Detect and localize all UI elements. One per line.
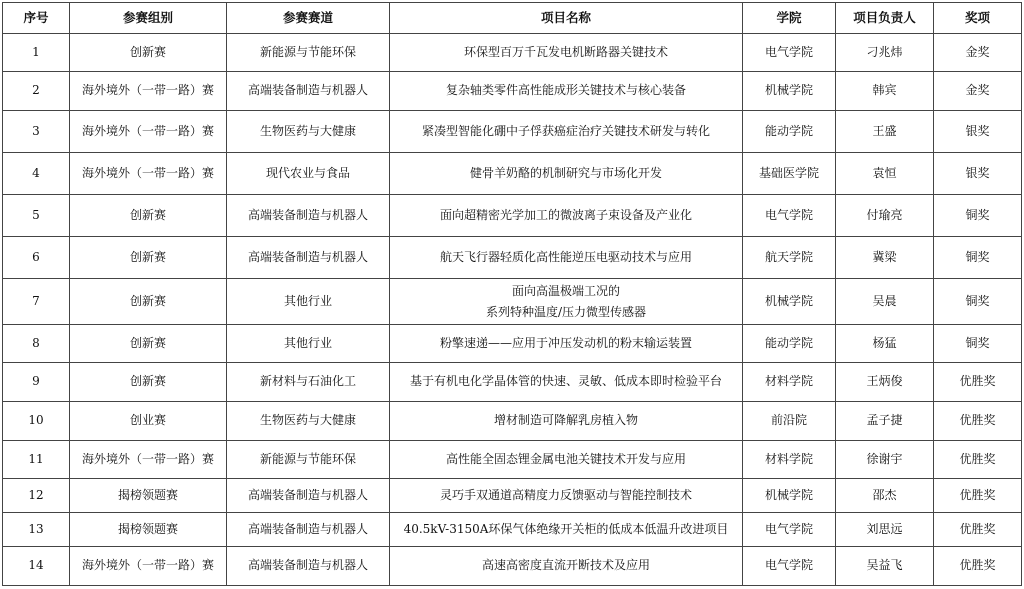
cell-track: 生物医药与大健康 bbox=[227, 402, 390, 441]
cell-track: 高端装备制造与机器人 bbox=[227, 547, 390, 586]
cell-project: 面向超精密光学加工的微波离子束设备及产业化 bbox=[390, 195, 743, 237]
cell-college: 基础医学院 bbox=[743, 153, 836, 195]
cell-leader: 王盛 bbox=[836, 111, 934, 153]
cell-group: 海外境外（一带一路）赛 bbox=[70, 547, 227, 586]
column-header-group: 参赛组别 bbox=[70, 3, 227, 34]
cell-no: 12 bbox=[3, 479, 70, 513]
cell-project: 健骨羊奶酪的机制研究与市场化开发 bbox=[390, 153, 743, 195]
cell-college: 电气学院 bbox=[743, 513, 836, 547]
cell-no: 9 bbox=[3, 363, 70, 402]
table-header-row bbox=[3, 3, 1022, 34]
cell-group: 创新赛 bbox=[70, 279, 227, 325]
table-row bbox=[3, 72, 1022, 111]
cell-project: 基于有机电化学晶体管的快速、灵敏、低成本即时检验平台 bbox=[390, 363, 743, 402]
table-row bbox=[3, 153, 1022, 195]
cell-track: 生物医药与大健康 bbox=[227, 111, 390, 153]
table-row bbox=[3, 195, 1022, 237]
cell-leader: 吴晨 bbox=[836, 279, 934, 325]
cell-project: 高性能全固态锂金属电池关键技术开发与应用 bbox=[390, 441, 743, 479]
cell-award: 银奖 bbox=[934, 153, 1022, 195]
cell-track: 新能源与节能环保 bbox=[227, 34, 390, 72]
cell-award: 铜奖 bbox=[934, 237, 1022, 279]
cell-leader: 杨猛 bbox=[836, 325, 934, 363]
cell-leader: 徐谢宇 bbox=[836, 441, 934, 479]
cell-track: 高端装备制造与机器人 bbox=[227, 513, 390, 547]
cell-project-line: 面向高温极端工况的 bbox=[511, 283, 620, 298]
cell-college: 机械学院 bbox=[743, 279, 836, 325]
cell-leader: 吴益飞 bbox=[836, 547, 934, 586]
cell-project: 高速高密度直流开断技术及应用 bbox=[390, 547, 743, 586]
cell-group: 海外境外（一带一路）赛 bbox=[70, 111, 227, 153]
cell-no: 5 bbox=[3, 195, 70, 237]
table-row bbox=[3, 547, 1022, 586]
cell-college: 机械学院 bbox=[743, 479, 836, 513]
table-row bbox=[3, 441, 1022, 479]
cell-college: 能动学院 bbox=[743, 325, 836, 363]
cell-track: 其他行业 bbox=[227, 279, 390, 325]
cell-project: 复杂轴类零件高性能成形关键技术与核心装备 bbox=[390, 72, 743, 111]
cell-project: 增材制造可降解乳房植入物 bbox=[390, 402, 743, 441]
cell-track: 高端装备制造与机器人 bbox=[227, 479, 390, 513]
cell-group: 海外境外（一带一路）赛 bbox=[70, 153, 227, 195]
cell-leader: 刁兆炜 bbox=[836, 34, 934, 72]
cell-college: 材料学院 bbox=[743, 441, 836, 479]
cell-project: 灵巧手双通道高精度力反馈驱动与智能控制技术 bbox=[390, 479, 743, 513]
cell-track: 现代农业与食品 bbox=[227, 153, 390, 195]
table-row bbox=[3, 111, 1022, 153]
table-row bbox=[3, 279, 1022, 325]
cell-no: 4 bbox=[3, 153, 70, 195]
cell-track: 高端装备制造与机器人 bbox=[227, 72, 390, 111]
cell-leader: 冀梁 bbox=[836, 237, 934, 279]
cell-leader: 王炳俊 bbox=[836, 363, 934, 402]
table-row bbox=[3, 34, 1022, 72]
cell-no: 8 bbox=[3, 325, 70, 363]
cell-award: 铜奖 bbox=[934, 279, 1022, 325]
cell-award: 金奖 bbox=[934, 72, 1022, 111]
cell-group: 海外境外（一带一路）赛 bbox=[70, 72, 227, 111]
cell-college: 电气学院 bbox=[743, 547, 836, 586]
cell-track: 高端装备制造与机器人 bbox=[227, 237, 390, 279]
column-header-no: 序号 bbox=[3, 3, 70, 34]
cell-track: 新材料与石油化工 bbox=[227, 363, 390, 402]
column-header-leader: 项目负责人 bbox=[836, 3, 934, 34]
cell-project: 粉擎速递——应用于冲压发动机的粉末输运装置 bbox=[390, 325, 743, 363]
table-row bbox=[3, 237, 1022, 279]
cell-award: 金奖 bbox=[934, 34, 1022, 72]
cell-project: 环保型百万千瓦发电机断路器关键技术 bbox=[390, 34, 743, 72]
cell-group: 创新赛 bbox=[70, 34, 227, 72]
cell-group: 揭榜领题赛 bbox=[70, 513, 227, 547]
cell-college: 航天学院 bbox=[743, 237, 836, 279]
cell-award: 银奖 bbox=[934, 111, 1022, 153]
cell-college: 前沿院 bbox=[743, 402, 836, 441]
cell-college: 材料学院 bbox=[743, 363, 836, 402]
cell-award: 铜奖 bbox=[934, 325, 1022, 363]
cell-award: 铜奖 bbox=[934, 195, 1022, 237]
cell-group: 创新赛 bbox=[70, 237, 227, 279]
cell-project: 航天飞行器轻质化高性能逆压电驱动技术与应用 bbox=[390, 237, 743, 279]
cell-leader: 付瑜亮 bbox=[836, 195, 934, 237]
cell-no: 11 bbox=[3, 441, 70, 479]
cell-award: 优胜奖 bbox=[934, 441, 1022, 479]
cell-college: 电气学院 bbox=[743, 195, 836, 237]
cell-leader: 韩宾 bbox=[836, 72, 934, 111]
cell-leader: 刘思远 bbox=[836, 513, 934, 547]
awards-table bbox=[2, 2, 1022, 586]
cell-college: 机械学院 bbox=[743, 72, 836, 111]
cell-project bbox=[390, 279, 743, 325]
cell-no: 6 bbox=[3, 237, 70, 279]
cell-track: 高端装备制造与机器人 bbox=[227, 195, 390, 237]
cell-group: 创新赛 bbox=[70, 195, 227, 237]
cell-award: 优胜奖 bbox=[934, 402, 1022, 441]
cell-project: 40.5kV-3150A环保气体绝缘开关柜的低成本低温升改进项目 bbox=[390, 513, 743, 547]
cell-track: 其他行业 bbox=[227, 325, 390, 363]
cell-award: 优胜奖 bbox=[934, 513, 1022, 547]
cell-project-line: 系列特种温度/压力微型传感器 bbox=[485, 304, 647, 319]
column-header-project: 项目名称 bbox=[390, 3, 743, 34]
table-row bbox=[3, 363, 1022, 402]
cell-group: 创新赛 bbox=[70, 363, 227, 402]
cell-award: 优胜奖 bbox=[934, 363, 1022, 402]
table-row bbox=[3, 325, 1022, 363]
cell-no: 2 bbox=[3, 72, 70, 111]
cell-college: 能动学院 bbox=[743, 111, 836, 153]
cell-leader: 袁恒 bbox=[836, 153, 934, 195]
table-row bbox=[3, 479, 1022, 513]
cell-group: 海外境外（一带一路）赛 bbox=[70, 441, 227, 479]
cell-award: 优胜奖 bbox=[934, 547, 1022, 586]
cell-no: 7 bbox=[3, 279, 70, 325]
cell-leader: 孟子捷 bbox=[836, 402, 934, 441]
cell-no: 1 bbox=[3, 34, 70, 72]
cell-group: 创新赛 bbox=[70, 325, 227, 363]
column-header-track: 参赛赛道 bbox=[227, 3, 390, 34]
cell-project: 紧凑型智能化硼中子俘获癌症治疗关键技术研发与转化 bbox=[390, 111, 743, 153]
table-row bbox=[3, 513, 1022, 547]
cell-no: 14 bbox=[3, 547, 70, 586]
column-header-award: 奖项 bbox=[934, 3, 1022, 34]
cell-group: 创业赛 bbox=[70, 402, 227, 441]
table-row bbox=[3, 402, 1022, 441]
cell-leader: 邵杰 bbox=[836, 479, 934, 513]
cell-no: 10 bbox=[3, 402, 70, 441]
column-header-college: 学院 bbox=[743, 3, 836, 34]
cell-track: 新能源与节能环保 bbox=[227, 441, 390, 479]
cell-group: 揭榜领题赛 bbox=[70, 479, 227, 513]
cell-no: 13 bbox=[3, 513, 70, 547]
cell-no: 3 bbox=[3, 111, 70, 153]
cell-award: 优胜奖 bbox=[934, 479, 1022, 513]
cell-college: 电气学院 bbox=[743, 34, 836, 72]
